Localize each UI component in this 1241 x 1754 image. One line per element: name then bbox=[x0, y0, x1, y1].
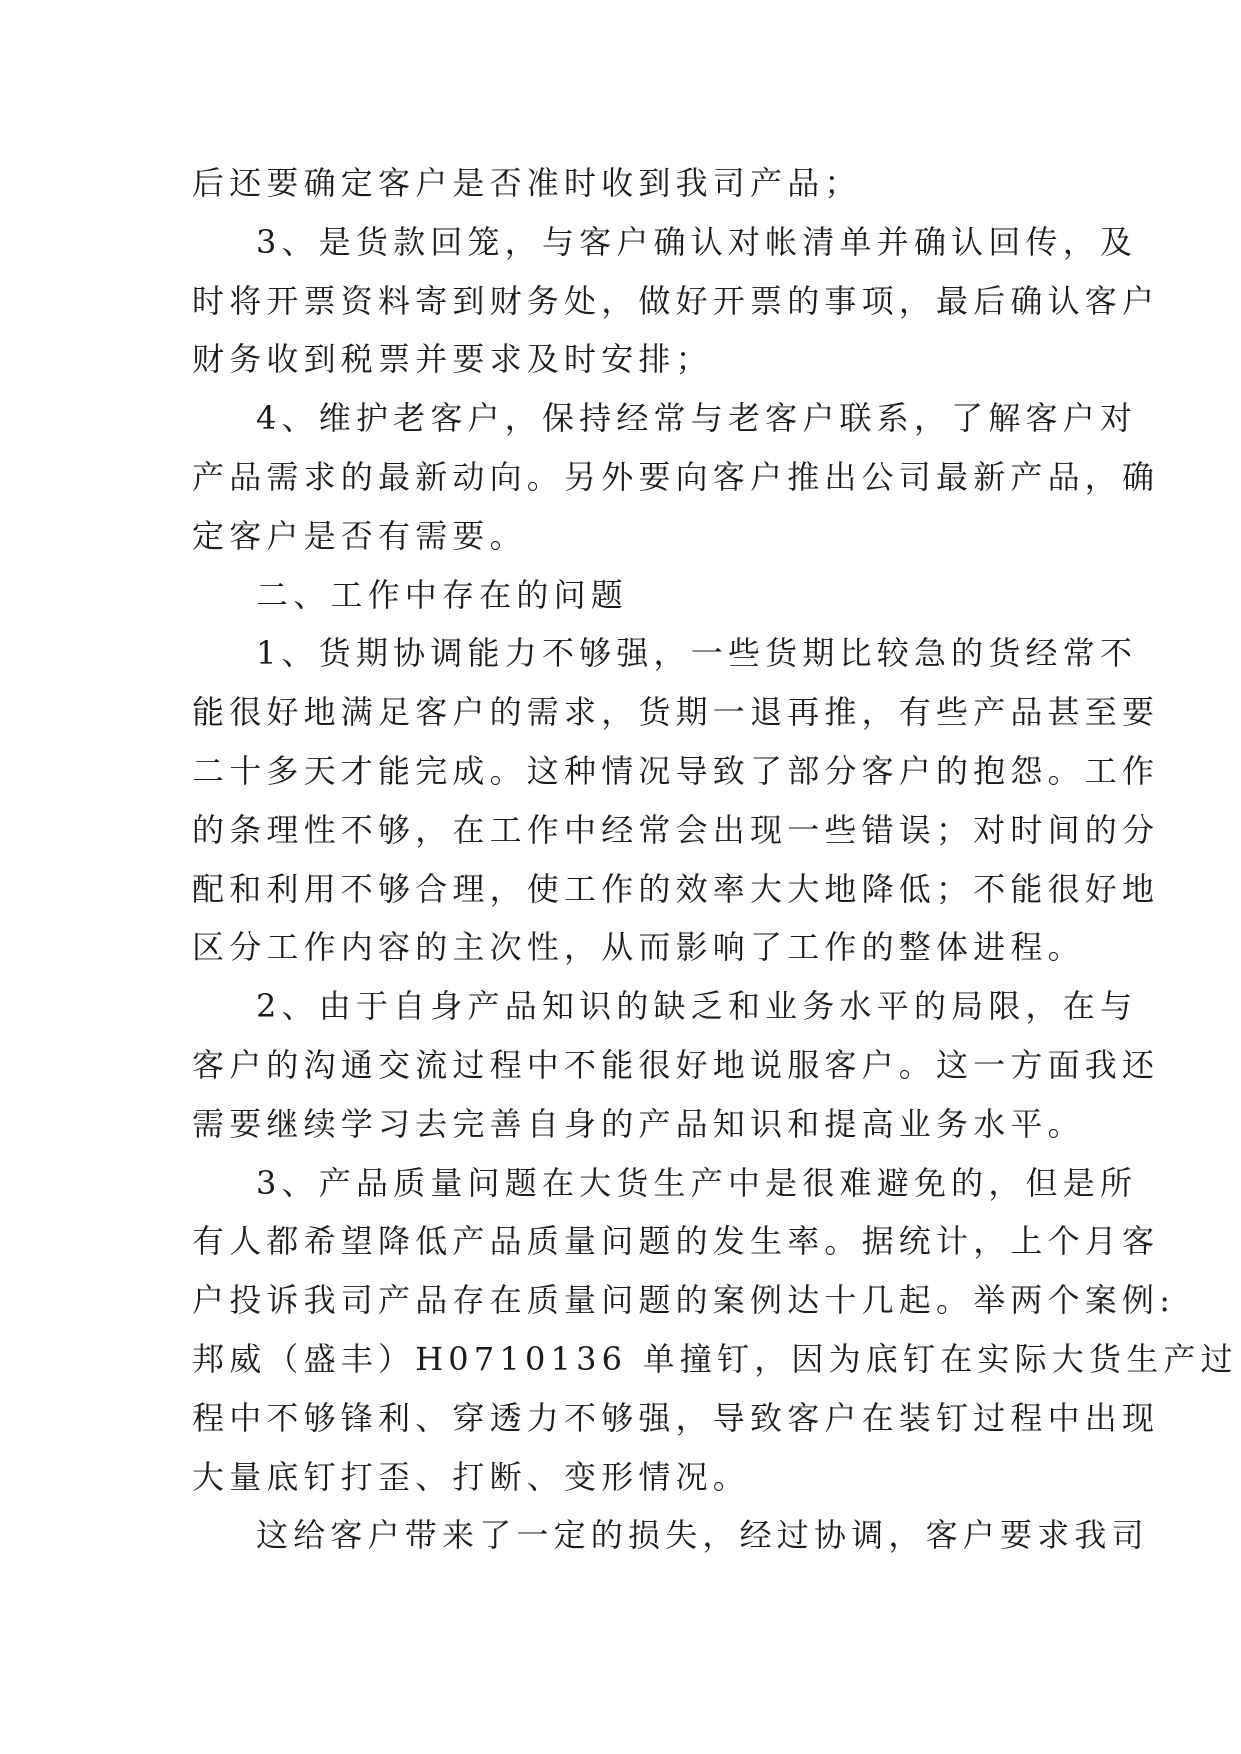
text-line: 3、产品质量问题在大货生产中是很难避免的，但是所 bbox=[256, 1163, 1138, 1202]
text-line: 邦威（盛丰）H0710136 单撞钉，因为底钉在实际大货生产过 bbox=[192, 1339, 1238, 1378]
text-line: 有人都希望降低产品质量问题的发生率。据统计，上个月客 bbox=[192, 1222, 1160, 1261]
text-line: 时将开票资料寄到财务处，做好开票的事项，最后确认客户 bbox=[192, 281, 1160, 320]
text-line: 后还要确定客户是否准时收到我司产品； bbox=[192, 164, 862, 202]
text-line: 区分工作内容的主次性，从而影响了工作的整体进程。 bbox=[192, 928, 1085, 967]
text-line: 2、由于自身产品知识的缺乏和业务水平的局限，在与 bbox=[256, 987, 1138, 1026]
text-line: 需要继续学习去完善自身的产品知识和提高业务水平。 bbox=[192, 1104, 1085, 1143]
text-line: 客户的沟通交流过程中不能很好地说服客户。这一方面我还 bbox=[192, 1045, 1160, 1084]
text-line: 1、货期协调能力不够强，一些货期比较急的货经常不 bbox=[256, 634, 1138, 673]
document-body bbox=[192, 154, 1238, 1565]
text-line: 这给客户带来了一定的损失，经过协调，客户要求我司 bbox=[256, 1516, 1149, 1555]
text-line: 的条理性不够，在工作中经常会出现一些错误；对时间的分 bbox=[192, 810, 1160, 849]
section-heading: 二、工作中存在的问题 bbox=[256, 575, 629, 614]
text-line: 配和利用不够合理，使工作的效率大大地降低；不能很好地 bbox=[192, 869, 1160, 908]
text-line: 4、维护老客户，保持经常与老客户联系，了解客户对 bbox=[256, 399, 1138, 438]
text-line: 户投诉我司产品存在质量问题的案例达十几起。举两个案例: bbox=[192, 1281, 1176, 1320]
text-line: 产品需求的最新动向。另外要向客户推出公司最新产品，确 bbox=[192, 457, 1160, 496]
text-line: 财务收到税票并要求及时安排； bbox=[192, 340, 713, 379]
text-line: 二十多天才能完成。这种情况导致了部分客户的抱怨。工作 bbox=[192, 751, 1160, 790]
text-line: 3、是货款回笼，与客户确认对帐清单并确认回传，及 bbox=[256, 222, 1138, 261]
text-line: 能很好地满足客户的需求，货期一退再推，有些产品甚至要 bbox=[192, 693, 1160, 732]
text-line: 大量底钉打歪、打断、变形情况。 bbox=[192, 1457, 751, 1496]
text-line: 定客户是否有需要。 bbox=[192, 516, 527, 555]
text-line: 程中不够锋利、穿透力不够强，导致客户在装钉过程中出现 bbox=[192, 1398, 1160, 1437]
